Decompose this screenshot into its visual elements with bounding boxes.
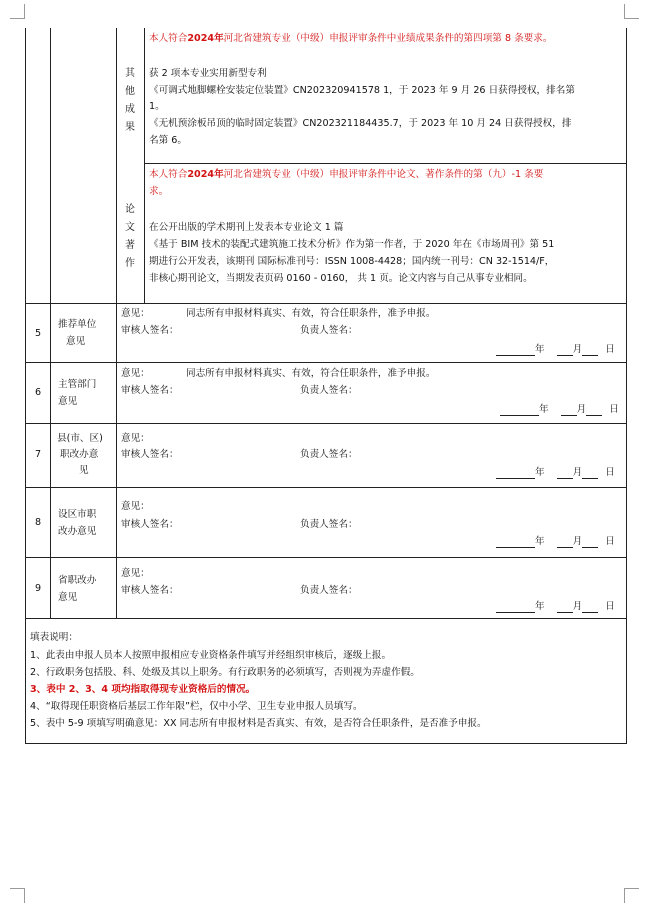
row-number: 5 [35,328,42,339]
other-results-line: 名第 6。 [149,135,187,146]
papers-requirement: 本人符合2024年河北省建筑专业（中级）申报评审条件中论文、著作条件的第（九）-1 条要 [149,169,544,180]
notes-item-highlight: 3、表中 2、3、4 项均指取得现专业资格后的情况。 [30,684,256,695]
label-char: 论 [125,204,135,215]
crop-mark-bottom-left [10,888,25,903]
row-label: 县(市、区) [57,433,103,444]
label-char: 他 [125,86,135,97]
crop-mark-bottom-right [624,888,639,903]
row-number: 6 [35,387,42,398]
reviewer-signature-label: 审核人签名： [121,585,179,596]
label-char: 其 [125,68,135,79]
responsible-signature-label: 负责人签名： [300,385,358,396]
row-label: 推荐单位 [58,319,97,330]
reviewer-signature-label: 审核人签名： [121,519,179,530]
other-results-line: 获 2 项本专业实用新型专利 [149,68,267,79]
crop-mark-top-right [624,4,639,19]
other-results-requirement: 本人符合2024年河北省建筑专业（中级）申报评审条件中业绩成果条件的第四项第 8 条要求。 [149,33,553,44]
notes-item: 5、表中 5-9 项填写明确意见：XX 同志所有申报材料是否真实、有效，是否符合任职条件，是否准予申报。 [30,718,487,729]
other-results-line: 《无机预涂板吊顶的临时固定装置》CN202321184435.7，于 2023 年 10 月 24 日获得授权，排 [149,118,572,129]
row-label: 设区市职 [58,509,97,520]
responsible-signature-label: 负责人签名： [300,325,358,336]
notes-item: 2、行政职务包括股、科、处级及其以上职务。有行政职务的必须填写，否则视为弄虚作假。 [30,667,420,678]
notes-item: 1、此表由申报人员本人按照申报相应专业资格条件填写并经组织审核后，逐级上报。 [30,650,392,661]
row-label: 意见 [66,336,86,347]
reviewer-signature-label: 审核人签名： [121,325,179,336]
date-line[interactable]: 年 月 日 [496,466,615,479]
papers-line: 期进行公开发表，该期刊 国际标准刊号：ISSN 1008-4428；国内统一刊号：CN 32-1514/F， [149,256,555,267]
responsible-signature-label: 负责人签名： [300,585,358,596]
label-char: 作 [125,258,135,269]
row-label: 意见 [58,592,78,603]
date-line[interactable]: 年 月 日 [496,600,615,613]
notes-item: 4、“取得现任职资格后基层工作年限”栏，仅中小学、卫生专业申报人员填写。 [30,701,363,712]
date-line[interactable]: 年 月 日 [500,403,619,416]
label-char: 文 [125,222,135,233]
row-label: 职改办意 [60,449,99,460]
responsible-signature-label: 负责人签名： [300,519,358,530]
opinion-label: 意见： [121,368,150,379]
opinion-label: 意见： [121,433,150,444]
responsible-signature-label: 负责人签名： [300,449,358,460]
papers-line: 非核心期刊论文，当期发表页码 0160 - 0160， 共 1 页。论文内容与自己从事专业相同。 [149,273,533,284]
row-number: 8 [35,517,42,528]
other-results-line: 《可调式地脚螺栓安装定位装置》CN202320941578 1，于 2023 年 9 月 26 日获得授权，排名第 [149,85,575,96]
opinion-text[interactable]: 同志所有申报材料真实、有效，符合任职条件，准予申报。 [186,308,436,319]
row-number: 9 [35,583,42,594]
opinion-label: 意见： [121,568,150,579]
papers-line: 在公开出版的学术期刊上发表本专业论文 1 篇 [149,222,344,233]
reviewer-signature-label: 审核人签名： [121,385,179,396]
notes-title: 填表说明： [30,632,78,643]
label-char: 果 [125,122,135,133]
papers-requirement-cont: 求。 [149,186,169,197]
opinion-label: 意见： [121,308,150,319]
other-results-line: 1。 [149,101,165,112]
label-char: 著 [125,240,135,251]
row-label: 见 [79,465,89,476]
crop-mark-top-left [10,4,25,19]
row-label: 主管部门 [58,379,97,390]
row-number: 7 [35,449,42,460]
row-label: 省职改办 [58,575,97,586]
label-char: 成 [125,104,135,115]
opinion-label: 意见： [121,501,150,512]
date-line[interactable]: 年 月 日 [496,535,615,548]
opinion-text[interactable]: 同志所有申报材料真实、有效，符合任职条件，准予申报。 [186,368,436,379]
row-label: 改办意见 [58,526,97,537]
date-line[interactable]: 年 月 日 [496,343,615,356]
row-label: 意见 [58,396,78,407]
reviewer-signature-label: 审核人签名： [121,449,179,460]
papers-line: 《基于 BIM 技术的装配式建筑施工技术分析》作为第一作者，于 2020 年在《市场周刊》第 51 [149,239,555,250]
